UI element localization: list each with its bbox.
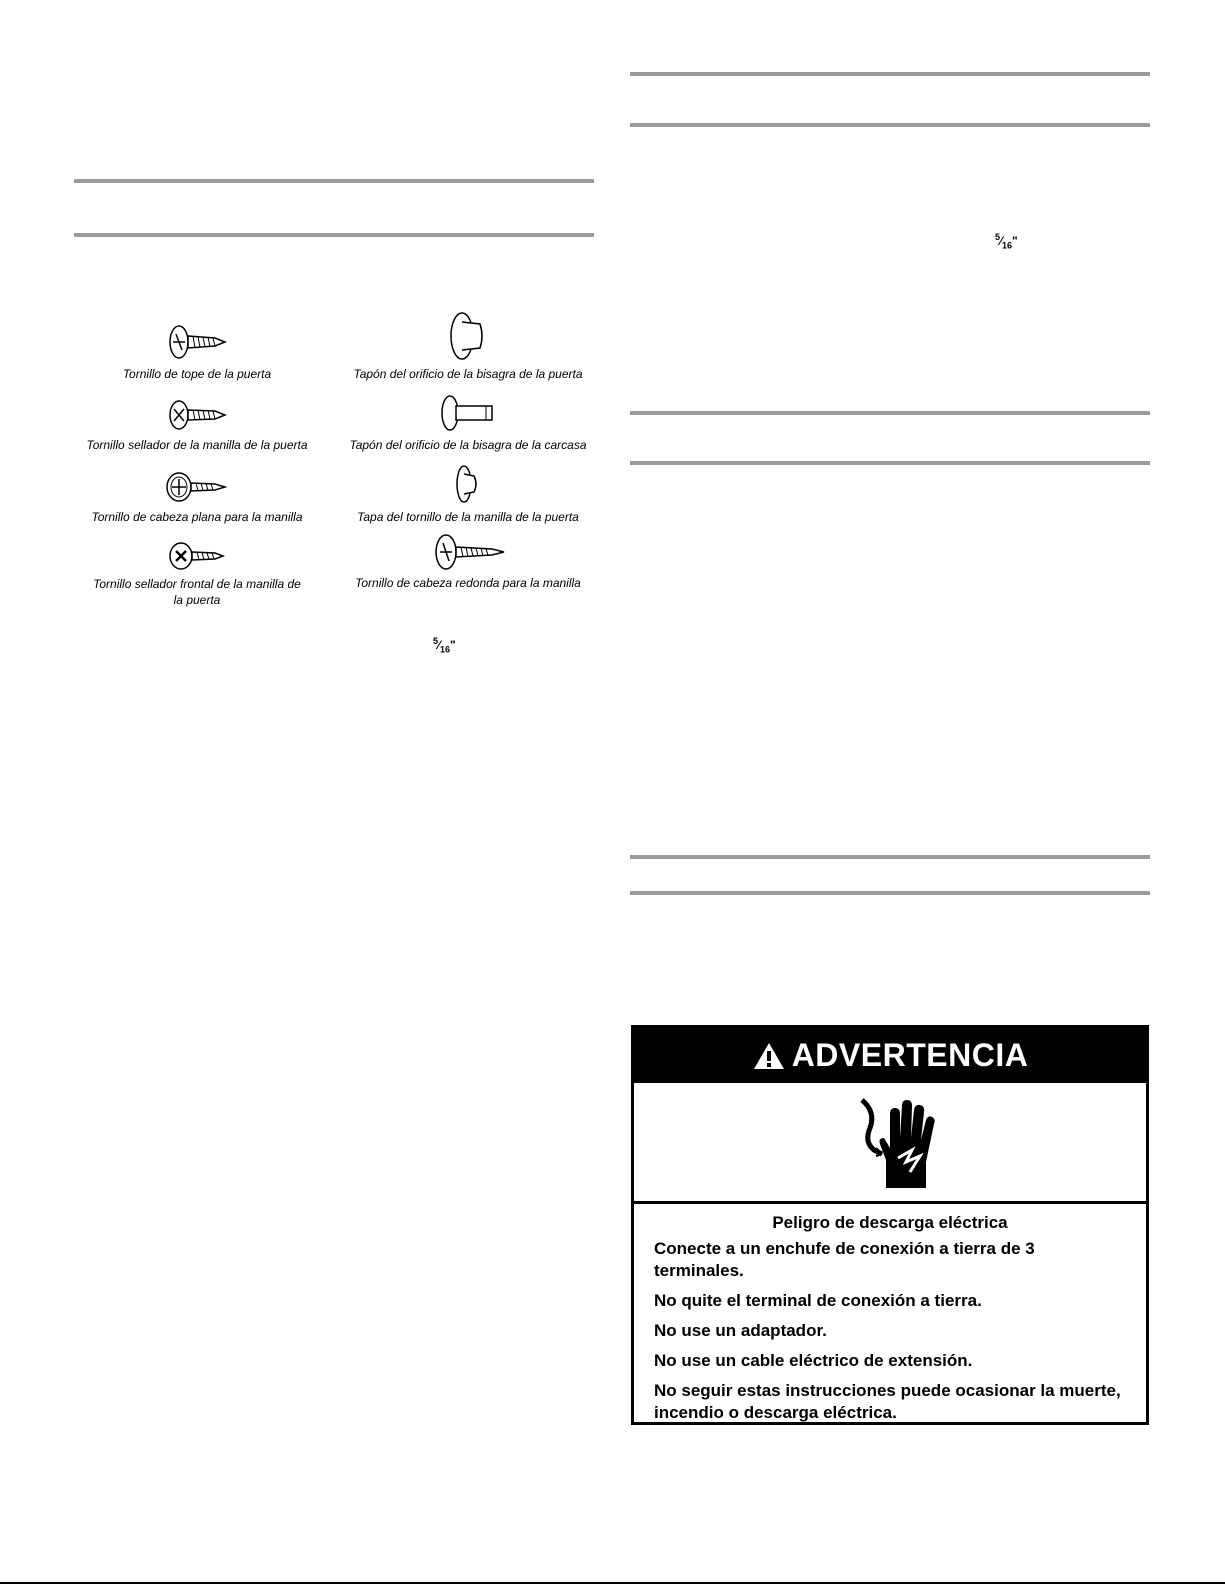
warning-header	[634, 1028, 1146, 1083]
section-rule	[74, 179, 594, 183]
part-cabinet-hinge-hole-plug	[338, 393, 598, 453]
part-caption: Tornillo sellador de la manilla de la puerta	[86, 438, 308, 452]
section-rule	[630, 411, 1150, 415]
part-caption: Tapón del orificio de la bisagra de la puerta	[353, 367, 583, 381]
fraction-label: $^5⁄_{16}$"	[995, 232, 1018, 251]
warning-box	[631, 1025, 1149, 1425]
door-handle-screw-cap-icon	[448, 463, 488, 505]
section-rule	[630, 461, 1150, 465]
round-head-handle-screw-icon	[428, 533, 508, 571]
flat-head-handle-screw-icon	[165, 469, 229, 505]
section-rule	[630, 891, 1150, 895]
section-rule	[74, 233, 594, 237]
part-flat-head-handle-screw	[80, 469, 314, 525]
section-rule	[630, 72, 1150, 76]
cabinet-hinge-hole-plug-icon	[436, 393, 500, 433]
fraction-label: $^5⁄_{16}$"	[433, 636, 456, 655]
front-sealing-handle-screw-icon	[165, 540, 229, 572]
warning-header-text: ADVERTENCIA	[791, 1037, 1029, 1073]
part-door-handle-screw-cap	[338, 463, 598, 525]
part-caption: Tapón del orificio de la bisagra de la carcasa	[349, 438, 587, 452]
door-handle-sealing-screw-icon	[165, 397, 229, 433]
warning-title: Peligro de descarga eléctrica	[772, 1213, 1008, 1232]
door-stop-screw-icon	[165, 322, 229, 362]
warning-line: Conecte a un enchufe de conexión a tierra de 3 terminales.	[654, 1239, 1035, 1280]
part-door-stop-screw	[80, 322, 314, 382]
part-front-sealing-handle-screw	[80, 540, 314, 608]
part-door-hinge-hole-plug	[338, 310, 598, 382]
part-caption: Tapa del tornillo de la manilla de la puerta	[357, 510, 579, 524]
warning-triangle-icon	[752, 1041, 786, 1071]
warning-body	[634, 1204, 1146, 1424]
warning-line: No use un adaptador.	[654, 1321, 827, 1340]
part-caption: Tornillo de cabeza redonda para la manilla	[355, 576, 581, 590]
page-bottom-rule	[0, 1582, 1225, 1584]
part-caption: Tornillo sellador frontal de la manilla de la puerta	[93, 577, 301, 607]
section-rule	[630, 123, 1150, 127]
warning-illustration	[634, 1083, 1146, 1204]
part-caption: Tornillo de cabeza plana para la manilla	[91, 510, 303, 524]
section-rule	[630, 855, 1150, 859]
electric-shock-hand-icon	[840, 1092, 940, 1192]
warning-line: No quite el terminal de conexión a tierra.	[654, 1291, 982, 1310]
part-door-handle-sealing-screw	[80, 397, 314, 453]
warning-line: No seguir estas instrucciones puede ocasionar la muerte, incendio o descarga eléctrica.	[654, 1381, 1121, 1422]
part-caption: Tornillo de tope de la puerta	[122, 367, 272, 381]
door-hinge-hole-plug-icon	[446, 310, 490, 362]
part-round-head-handle-screw	[338, 533, 598, 591]
warning-line: No use un cable eléctrico de extensión.	[654, 1351, 973, 1370]
